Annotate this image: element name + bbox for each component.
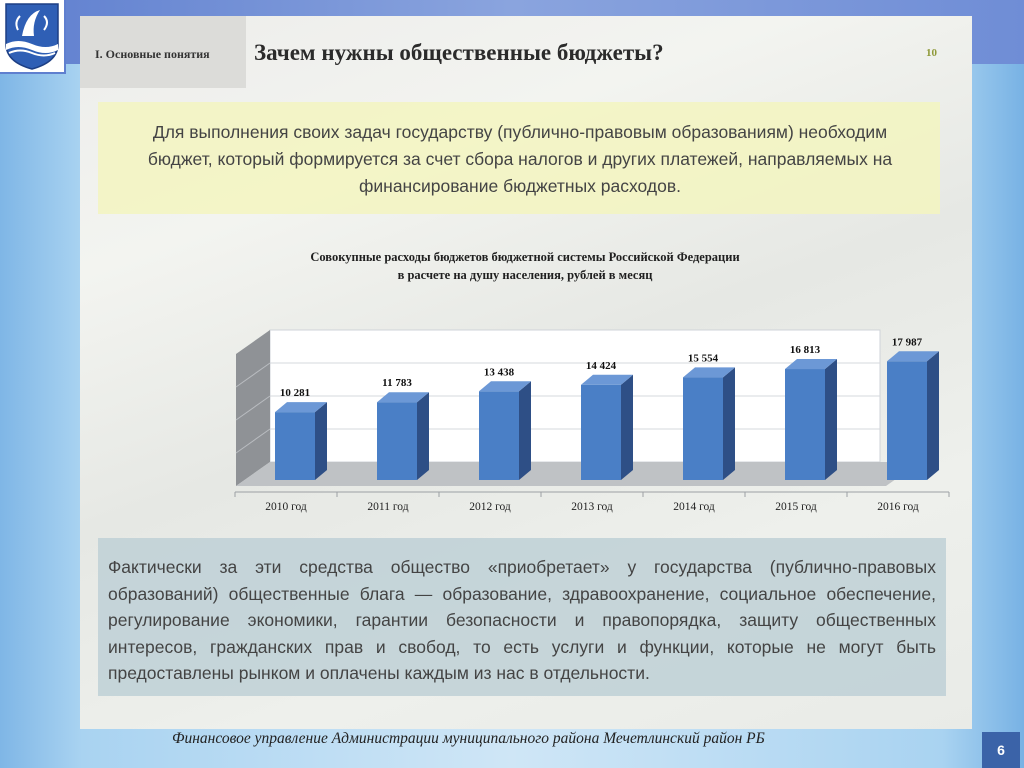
x-tick-label: 2012 год [469,501,511,513]
bar-value-label: 17 987 [891,336,923,349]
bar-side [825,359,837,480]
x-tick-label: 2011 год [367,501,409,513]
bar-side [519,381,531,480]
intro-text: Для выполнения своих задач государству (публично-правовым образованиям) необходим бюджет, который формируется за счет сбора налогов и других платежей, направляемых на финансирование бюджетных расходов. [147,122,893,196]
x-tick-label: 2015 год [775,501,817,513]
bar-value-label: 14 424 [585,359,617,372]
x-tick-label: 2014 год [673,501,715,513]
bar-side [723,367,735,480]
bar-value-label: 13 438 [483,366,515,379]
bar-value-label: 10 281 [279,387,311,400]
footer-text: Финансовое управление Администрации муниципального района Мечетлинский район РБ [172,730,765,747]
emblem-logo [0,0,66,74]
bar [785,369,825,480]
bar-side [621,375,633,480]
x-tick-label: 2010 год [265,501,307,513]
slide-panel [80,16,972,729]
bar [887,361,927,480]
coat-of-arms-icon [0,0,64,72]
bar-side [315,402,327,480]
page-number-badge: 6 [982,732,1020,768]
page-title: Зачем нужны общественные бюджеты? [254,40,664,65]
bar [479,391,519,480]
bar-chart [230,322,923,522]
bar [377,402,417,480]
bar [275,412,315,480]
section-box [80,16,246,88]
chart-subtitle: в расчете на душу населения, рублей в месяц [397,268,653,282]
bar-value-label: 16 813 [789,344,821,357]
x-tick-label: 2013 год [571,501,613,513]
body-text: Фактически за эти средства общество «приобретает» у государства (публично-правовых образований) общественные блага — образование, здравоохранение, социальное обеспечение, регулирование экономики, гарантии безопасности и правопорядка, защиту общественных интересов, гражданских прав и свобод, то есть услуги и функции, которые не могут быть предоставлены рынком и оплачены каждым из нас в отдельности. [108,557,936,683]
slide-number: 10 [926,47,937,59]
x-tick-label: 2016 год [877,501,919,513]
bar-side [927,351,939,480]
bar-value-label: 15 554 [687,352,719,365]
chart-title: Совокупные расходы бюджетов бюджетной системы Российской Федерации [310,250,740,264]
bar [581,385,621,480]
chart-title-block [250,248,800,284]
bar-side [417,392,429,480]
bar [683,377,723,480]
bar-value-label: 11 783 [382,377,412,390]
section-label: I. Основные понятия [95,47,210,61]
